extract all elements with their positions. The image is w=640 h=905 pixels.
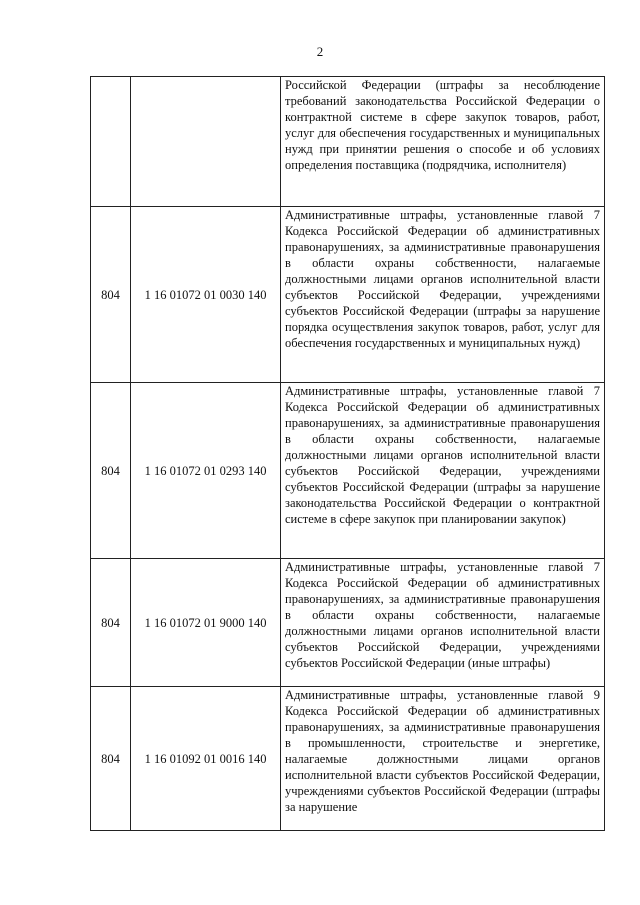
table-row — [91, 559, 605, 687]
page-number: 2 — [316, 44, 324, 59]
admin-code-cell: 804 — [91, 383, 131, 559]
budget-code-cell: 1 16 01072 01 0030 140 — [131, 207, 281, 383]
table-row — [91, 207, 605, 383]
budget-code-cell: 1 16 01092 01 0016 140 — [131, 687, 281, 831]
description-cell: Административные штрафы, установленные главой 7 Кодекса Российской Федерации об административных правонарушениях, за административные правонарушения в области охраны собственности, налагаемые должностными лицами органов исполнительной власти субъектов Российской Федерации, учреждениями субъектов Российской Федерации (штрафы за нарушение порядка осуществления закупок товаров, работ, услуг для обеспечения государственных и муниципальных нужд) — [281, 207, 605, 383]
table-row — [91, 77, 605, 207]
table-row — [91, 687, 605, 831]
admin-code-cell: 804 — [91, 207, 131, 383]
revenue-codes-table — [90, 76, 605, 831]
table-row — [91, 383, 605, 559]
description-cell: Административные штрафы, установленные главой 9 Кодекса Российской Федерации об административных правонарушениях, за административные правонарушения в промышленности, строительстве и энергетике, налагаемые должностными лицами органов исполнительной власти субъектов Российской Федерации, учреждениями субъектов Российской Федерации (штрафы за нарушение — [281, 687, 605, 831]
description-cell: Административные штрафы, установленные главой 7 Кодекса Российской Федерации об административных правонарушениях, за административные правонарушения в области охраны собственности, налагаемые должностными лицами органов исполнительной власти субъектов Российской Федерации, учреждениями субъектов Российской Федерации (иные штрафы) — [281, 559, 605, 687]
budget-code-cell — [131, 77, 281, 207]
admin-code-cell — [91, 77, 131, 207]
admin-code-cell: 804 — [91, 559, 131, 687]
admin-code-cell: 804 — [91, 687, 131, 831]
description-cell: Российской Федерации (штрафы за несоблюдение требований законодательства Российской Федерации о контрактной системе в сфере закупок товаров, работ, услуг для обеспечения государственных и муниципальных нужд при принятии решения о способе и об условиях определения поставщика (подрядчика, исполнителя) — [281, 77, 605, 207]
description-cell: Административные штрафы, установленные главой 7 Кодекса Российской Федерации об административных правонарушениях, за административные правонарушения в области охраны собственности, налагаемые должностными лицами органов исполнительной власти субъектов Российской Федерации, учреждениями субъектов Российской Федерации (штрафы за нарушение законодательства Российской Федерации о контрактной системе в сфере закупок при планировании закупок) — [281, 383, 605, 559]
budget-code-cell: 1 16 01072 01 0293 140 — [131, 383, 281, 559]
budget-code-cell: 1 16 01072 01 9000 140 — [131, 559, 281, 687]
